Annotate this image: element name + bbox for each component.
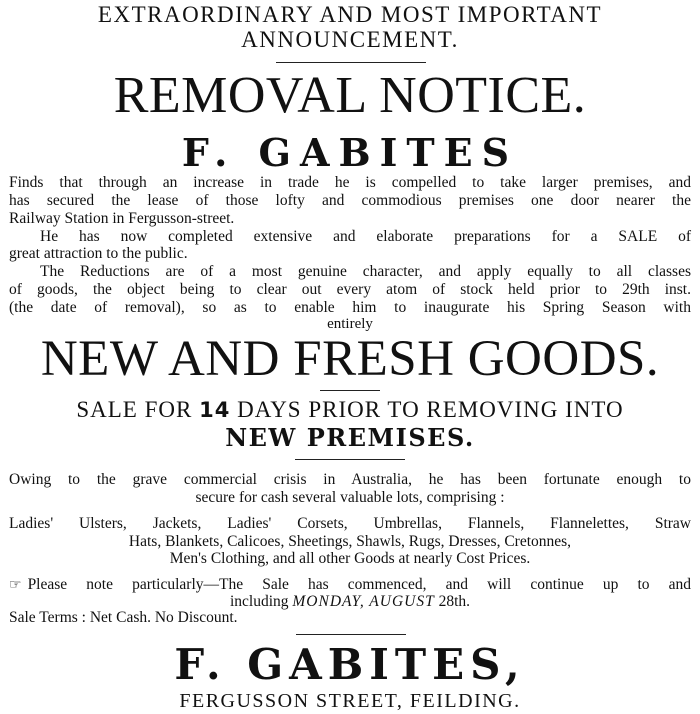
paragraph3-line2: of goods, the object being to clear out every atom of stock held prior to 29th inst.	[9, 281, 691, 298]
divider	[320, 390, 380, 391]
note-line2-suffix: 28th.	[434, 593, 471, 610]
divider	[295, 459, 405, 460]
footer-merchant-name: F. GABITES,	[174, 640, 526, 689]
note-line1	[9, 576, 691, 594]
removal-notice-headline: REMOVAL NOTICE.	[113, 67, 587, 124]
sale-days-number: 14	[199, 398, 231, 422]
new-and-fresh-goods-headline: NEW AND FRESH GOODS.	[40, 331, 660, 387]
paragraph1-line1: Finds that through an increase in trade he is compelled to take larger premises, and	[9, 174, 691, 191]
sale-line-before: SALE FOR	[76, 397, 200, 422]
paragraph1-line3: Railway Station in Fergusson-street.	[9, 210, 235, 227]
paragraph1-line2: has secured the lease of those lofty and commodious premises one door nearer the	[9, 192, 691, 209]
note-line2-day: MONDAY, AUGUST	[292, 593, 435, 610]
note-line1-text: Please note particularly—The Sale has commenced, and will continue up to and	[27, 576, 691, 593]
merchant-name: F. GABITES	[181, 130, 519, 175]
paragraph2-line1: He has now completed extensive and elaborate preparations for a SALE of	[40, 228, 691, 245]
paragraph3-line3: (the date of removal), so as to enable him to inaugurate his Spring Season with	[9, 299, 691, 316]
goods-list-line2: Hats, Blankets, Calicoes, Sheetings, Shawls, Rugs, Dresses, Cretonnes,	[128, 533, 572, 550]
new-premises-heading: NEW PREMISES.	[225, 423, 475, 452]
sale-line-after: DAYS PRIOR TO REMOVING INTO	[230, 397, 624, 422]
note-line2-prefix: including	[229, 593, 293, 610]
paragraph3-line1: The Reductions are of a most genuine character, and apply equally to all classes	[40, 263, 691, 280]
entirely-label: entirely	[327, 316, 373, 332]
sale-terms: Sale Terms : Net Cash. No Discount.	[9, 609, 238, 626]
announcement-heading-line2: ANNOUNCEMENT.	[241, 27, 459, 52]
crisis-line2: secure for cash several valuable lots, comprising :	[195, 489, 505, 506]
divider	[296, 634, 406, 635]
pointing-hand-icon: ☞	[9, 577, 22, 593]
crisis-line1: Owing to the grave commercial crisis in Australia, he has been fortunate enough to	[9, 471, 691, 488]
divider	[276, 62, 426, 63]
sale-duration-line	[0, 397, 700, 423]
announcement-heading-line1: EXTRAORDINARY AND MOST IMPORTANT	[97, 2, 603, 27]
paragraph2-line2: great attraction to the public.	[9, 245, 188, 262]
goods-list-line3: Men's Clothing, and all other Goods at nearly Cost Prices.	[169, 550, 531, 567]
goods-list-line1: Ladies' Ulsters, Jackets, Ladies' Corsets, Umbrellas, Flannels, Flannelettes, Straw	[9, 515, 691, 532]
merchant-address: FERGUSSON STREET, FEILDING.	[179, 690, 521, 712]
